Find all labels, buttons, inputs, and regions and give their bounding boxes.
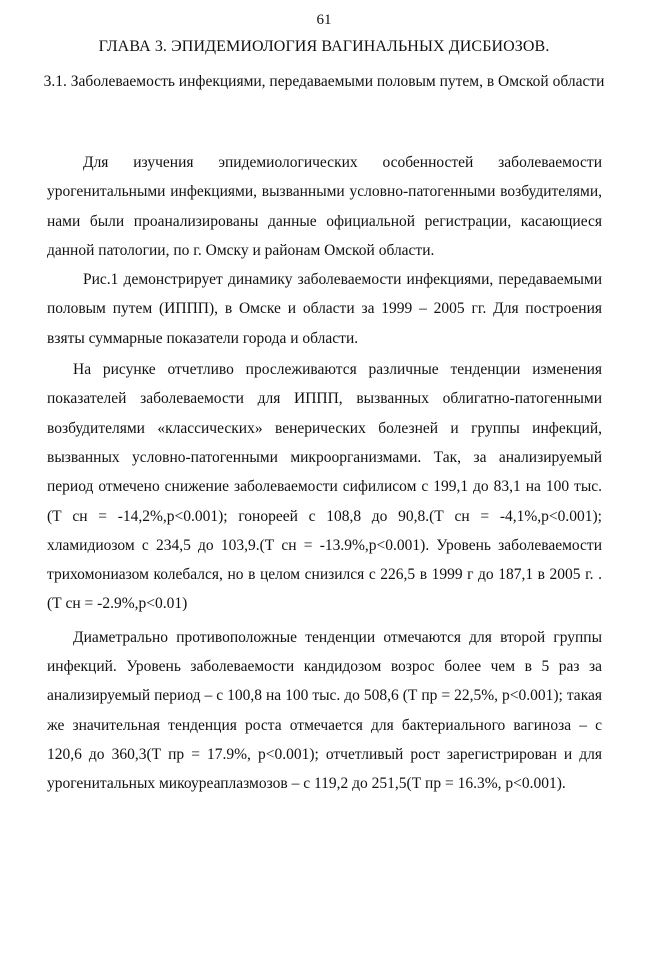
chapter-title: ГЛАВА 3. ЭПИДЕМИОЛОГИЯ ВАГИНАЛЬНЫХ ДИСБИОЗОВ. (98, 38, 550, 55)
paragraph-3: На рисунке отчетливо прослеживаются различные тенденции изменения показателей заболеваемости для ИППП, вызванных облигатно-патогенными возбудителями «классических» венерических болезней и группы инфекций, вызванных условно-патогенными микроорганизмами. Так, за анализируемый период отмечено снижение заболеваемости сифилисом с 199,1 до 83,1 на 100 тыс.(Т сн = -14,2%,р<0.001); гонореей с 108,8 до 90,8.(Т сн = -4,1%,р<0.001); хламидиозом с 234,5 до 103,9.(Т сн = -13.9%,р<0.001). Уровень заболеваемости трихомониазом колебался, но в целом снизился с 226,5 в 1999 г до 187,1 в 2005 г. .(Т сн = -2.9%,р<0.01) (47, 361, 602, 613)
body-text (47, 148, 602, 799)
section-title: 3.1. Заболеваемость инфекциями, передаваемыми половым путем, в Омской области (43, 73, 605, 90)
paragraph-2: Рис.1 демонстрирует динамику заболеваемости инфекциями, передаваемыми половым путем (ИППП), в Омске и области за 1999 – 2005 гг. Для построения взяты суммарные показатели города и области. (47, 271, 602, 347)
paragraph-1: Для изучения эпидемиологических особенностей заболеваемости урогенитальными инфекциями, вызванными условно-патогенными возбудителями, нами были проанализированы данные официальной регистрации, касающиеся данной патологии, по г. Омску и районам Омской области. (47, 154, 602, 259)
paragraph-4: Диаметрально противоположные тенденции отмечаются для второй группы инфекций. Уровень заболеваемости кандидозом возрос более чем в 5 раз за анализируемый период – с 100,8 на 100 тыс. до 508,6 (Т пр = 22,5%, р<0.001); такая же значительная тенденция роста отмечается для бактериального вагиноза – с 120,6 до 360,3(Т пр = 17.9%, р<0.001); отчетливый рост зарегистрирован и для урогенитальных микоуреаплазмозов – с 119,2 до 251,5(Т пр = 16.3%, р<0.001). (47, 628, 602, 793)
page-number: 61 (316, 12, 332, 28)
